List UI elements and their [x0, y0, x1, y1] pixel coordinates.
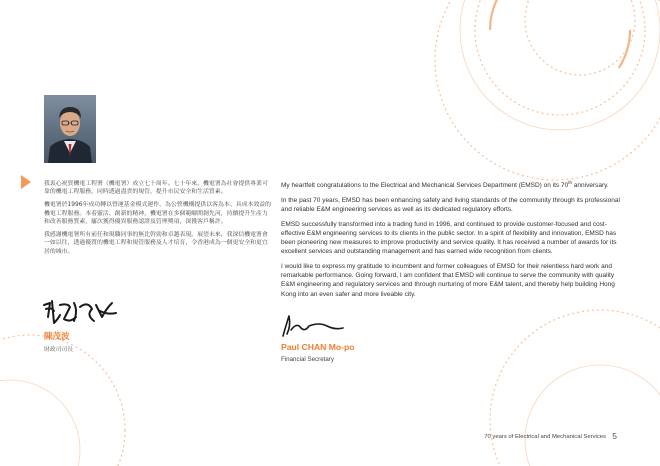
chinese-paragraph: 我感謝機電署所有前任和現職同事的無比幹勁和卓越表現。展望未來，我深信機電署會一如以往，透過優質的機電工程和規管服務及人才培育，令香港成為一個更安全和更宜居的城市。 [44, 232, 268, 255]
chinese-signature [40, 297, 120, 334]
signatory-title-english: Financial Secretary [281, 356, 334, 363]
signatory-name-english: Paul CHAN Mo-po [281, 342, 355, 352]
footer-title: 70 years of Electrical and Mechanical Services [484, 434, 606, 440]
page-number: 5 [612, 431, 617, 441]
english-message [281, 181, 621, 304]
chinese-message [44, 180, 272, 261]
english-paragraph: In the past 70 years, EMSD has been enhancing safety and living standards of the community through its professional and reliable E&M engineering services as well as its dedicated regulatory efforts. [281, 196, 620, 213]
english-paragraph: EMSD successfully transformed into a trading fund in 1996, and continued to provide customer-focused and cost-effective E&M engineering services to its clients in the public sector. In a spirit of flexibility and innovation, EMSD has been pioneering new measures to improve productivity and service quality. It has received a number of awards for its excellent services and outstanding management and has earned wide recognition from clients. [281, 220, 617, 256]
portrait-photo [44, 95, 96, 163]
chevron-right-icon [21, 175, 31, 189]
signatory-title-chinese: 財政司司長 [44, 347, 73, 353]
english-paragraph: My heartfelt congratulations to the Electrical and Mechanical Services Department (EMSD) on its 70th anniversary. [281, 180, 609, 189]
english-signature [279, 312, 349, 345]
signatory-name-chinese: 陳茂波 [44, 332, 70, 342]
english-paragraph: I would like to express my gratitude to incumbent and former colleagues of EMSD for their relentless hard work and remarkable performance. Going forward, I am confident that EMSD will continue to serve the community with quality E&M engineering and regulatory services and through nurturing of more E&M talent, and thereby help building Hong Kong into an even safer and more liveable city. [281, 262, 615, 298]
chinese-paragraph: 機電署於1996年成功轉以營運基金模式運作，為公營機構提供以客為本、具成本效益的機電工程服務。本着靈活、創新的精神，機電署在多個範疇開創先河，持續提升生產力和改善服務質素，屢次獲得優異服務認證及管理獎項，深獲客戶稱許。 [44, 202, 272, 226]
chinese-paragraph: 我衷心祝賀機電工程署（機電署）成立七十周年。七十年來，機電署為社會提供專業可靠的機電工程服務，同時透過盡責的規管，提升市民安全和生活質素。 [44, 181, 268, 196]
